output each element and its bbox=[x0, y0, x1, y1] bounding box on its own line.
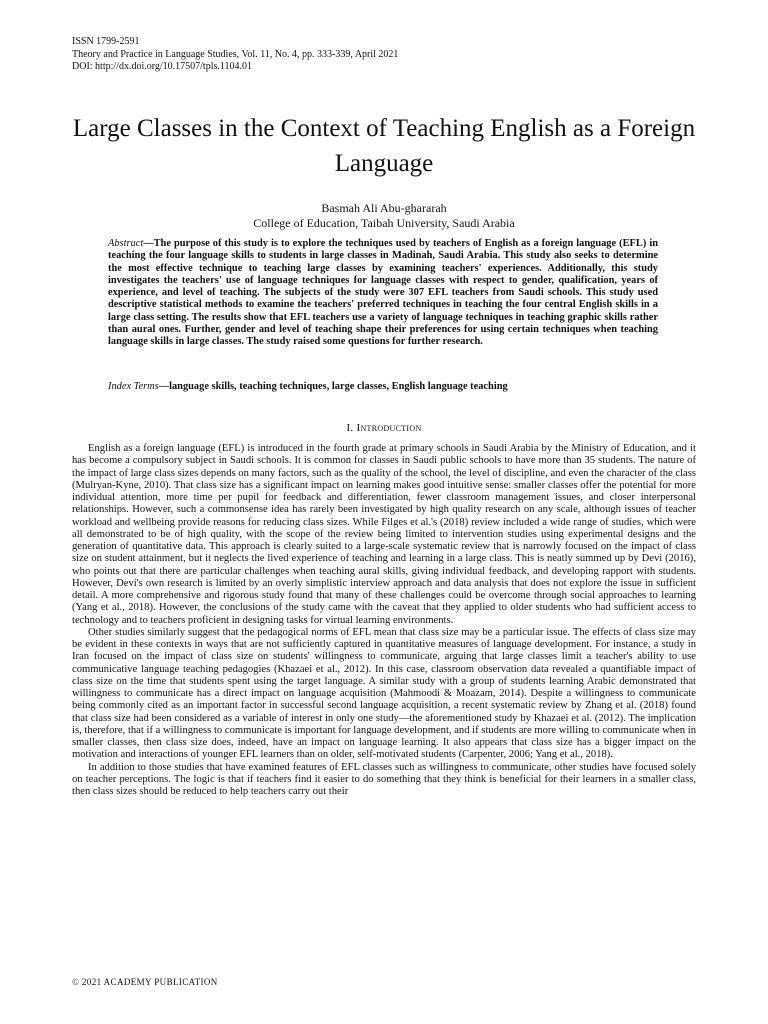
index-terms-label: Index Terms bbox=[108, 381, 159, 392]
index-terms bbox=[108, 380, 658, 393]
paper-title: Large Classes in the Context of Teaching English as a Foreign Language bbox=[72, 115, 696, 177]
paragraph: In addition to those studies that have examined features of EFL classes such as willingness to communicate, other studies have focused solely on teacher perceptions. The logic is that if teachers find it easier to do something that they think is beneficial for their learners in a smaller class, then class sizes should be reduced to help teachers carry out their bbox=[72, 761, 696, 797]
index-terms-text: —language skills, teaching techniques, large classes, English language teaching bbox=[158, 381, 508, 392]
section-title: Introduction bbox=[356, 422, 422, 434]
author-affiliation: College of Education, Taibah University, Saudi Arabia bbox=[253, 216, 515, 230]
journal-citation-line: Theory and Practice in Language Studies, Vol. 11, No. 4, pp. 333-339, April 2021 bbox=[72, 48, 399, 60]
paragraph: English as a foreign language (EFL) is introduced in the fourth grade at primary schools in Saudi Arabia by the Ministry of Education, and it has become a compulsory subject in Saudi schools. It is common for classes in Saudi public schools to have more than 35 students. The nature of the impact of large class sizes depends on many factors, such as the quality of the school, the level of discipline, and even the character of the class (Mulryan-Kyne, 2010). That class size has a significant impact on learning makes good intuitive sense: smaller classes offer the potential for more individual attention, more time per pupil for feedback and differentiation, fewer classroom management issues, and closer interpersonal relationships. However, such a commonsense idea has rarely been investigated by high quality research on any scale, although issues of teacher workload and wellbeing provide reasons for reducing class sizes. While Filges et al.'s (2018) review included a wide range of studies, which were all demonstrated to be of high quality, with the scope of the review being limited to intervention studies using experimental designs and the generation of quantitative data. This approach is clearly suited to a large-scale systematic review that is narrowly focused on the impact of class size on student attainment, but it neglects the lived experience of teaching and learning in a large class. This is neatly summed up by Devi (2016), who points out that there are particular challenges when teaching aural skills, giving individual feedback, and developing rapport with students. However, Devi's own research is limited by an overly simplistic interview approach and data analysis that does not explore the issue in sufficient detail. A more comprehensive and rigorous study found that many of these challenges could be overcome through social approaches to learning (Yang et al., 2018). However, the conclusions of the study came with the caveat that they applied to older students who had sufficient access to technology and to teachers proficient in designing tasks for virtual learning environments. bbox=[72, 443, 696, 626]
section-number: I. bbox=[346, 422, 354, 434]
issn-line: ISSN 1799-2591 bbox=[72, 36, 140, 47]
journal-header bbox=[72, 36, 398, 74]
abstract-label: Abstract bbox=[108, 238, 144, 249]
doi-line: DOI: http://dx.doi.org/10.17507/tpls.1104.01 bbox=[72, 61, 253, 72]
abstract bbox=[108, 238, 658, 348]
abstract-text: —The purpose of this study is to explore the techniques used by teachers of English as a foreign language (EFL) in teaching the four language skills to students in large classes in Madinah, Saudi Arabia. This study also seeks to determine the most effective technique to teaching large classes by examining teachers' experiences. Additionally, this study investigates the teachers' use of language techniques for language classes with respect to gender, qualification, years of experience, and level of teaching. The subjects of the study were 307 EFL teachers from Saudi schools. This study used descriptive statistical methods to examine the teachers' preferred techniques in teaching the four central English skills in a large class setting. The results show that EFL teachers use a variety of language techniques in teaching graphic skills rather than aural ones. Further, gender and level of teaching shape their preferences for using certain techniques when teaching language skills in large classes. The study raised some questions for further research. bbox=[108, 238, 658, 347]
body-text bbox=[72, 443, 696, 798]
copyright-footer: © 2021 ACADEMY PUBLICATION bbox=[72, 977, 218, 987]
paragraph: Other studies similarly suggest that the pedagogical norms of EFL mean that class size may be a particular issue. The effects of class size may be evident in these contexts in ways that are not sufficiently captured in quantitative measures of language development. For instance, a study in Iran focused on the impact of class size on students' willingness to communicate, arguing that large classes limit a teacher's ability to use communicative language teaching pedagogies (Khazaei et al., 2012). In this case, classroom observation data revealed a quantifiable impact of class size on the time that students spent using the target language. A similar study with a group of students learning Arabic demonstrated that willingness to communicate has a direct impact on language acquisition (Mahmoodi & Moazam, 2014). Despite a willingness to communicate being commonly cited as an important factor in successful second language acquisition, a recent systematic review by Zhang et al. (2018) found that class size had been considered as a variable of interest in only one study—the aforementioned study by Khazaei et al. (2012). The implication is, therefore, that if a willingness to communicate is important for language development, and if students are more willing to communicate when in smaller classes, then class size does, indeed, have an impact on language learning. It also appears that class size has a bigger impact on the motivation and interactions of younger EFL learners than on older, self-motivated students (Carpenter, 2006; Yang et al., 2018). bbox=[72, 626, 696, 761]
section-heading bbox=[72, 421, 696, 435]
author-name: Basmah Ali Abu-ghararah bbox=[321, 201, 447, 215]
